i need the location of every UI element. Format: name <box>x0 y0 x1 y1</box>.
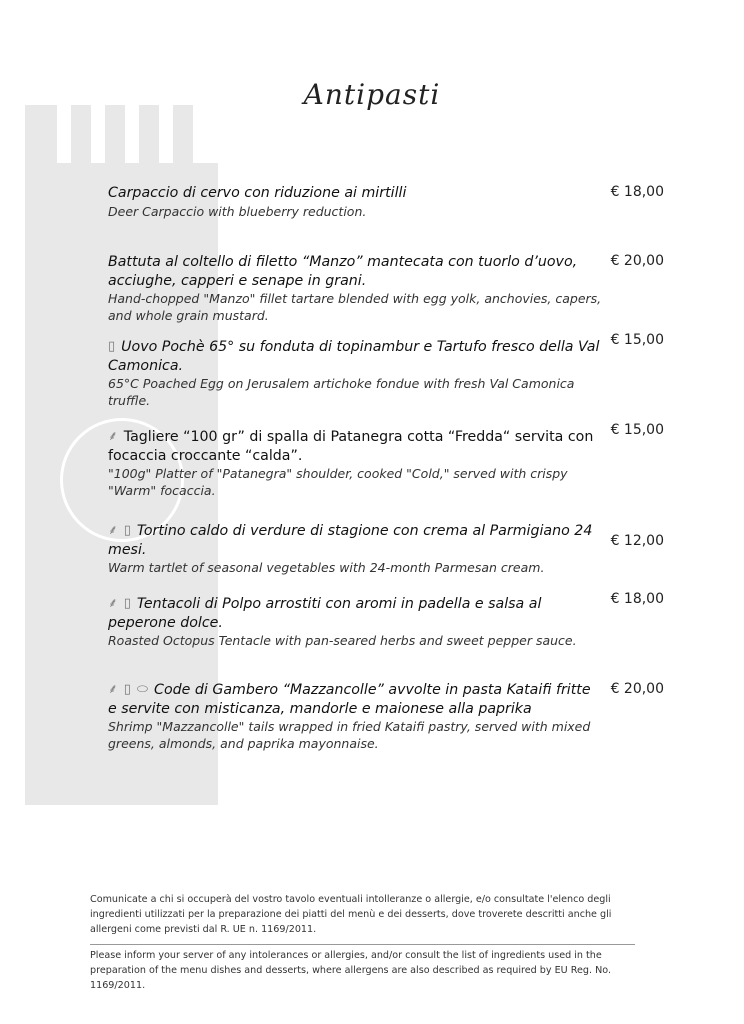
dish-name-text: Code di Gambero “Mazzancolle” avvolte in pasta Kataifi fritte e servite con misticanza, mandorle e maionese alla paprika <box>108 682 591 717</box>
gluten-icon: ⸙ <box>108 523 118 538</box>
allergen-note-english: Please inform your server of any intolerances or allergies, and/or consult the list of ingredients used in the preparation of the menu dishes and desserts, where allergens are also described as required by EU Reg. No. 1169/2011. <box>90 950 612 991</box>
dish-description: Warm tartlet of seasonal vegetables with 24-month Parmesan cream. <box>108 560 545 575</box>
allergen-note-italian: Comunicate a chi si occuperà del vostro tavolo eventuali intolleranze o allergie, e/o consultate l'elenco degli ingredienti utilizzati per la preparazione dei piatti del menù e dei desserts, dove troverete descritti anche gli allergeni come previsti dal R. UE n. 1169/2011. <box>90 894 612 935</box>
menu-item <box>108 591 668 649</box>
menu-item <box>108 332 668 409</box>
menu-item <box>108 681 668 752</box>
battlement-slot <box>57 105 71 163</box>
section-title: Antipasti <box>303 78 441 111</box>
dish-name-text: Tagliere “100 gr” di spalla di Patanegra cotta “Fredda“ servita con focaccia croccante “calda”. <box>108 429 594 464</box>
dish-description: "100g" Platter of "Patanegra" shoulder, cooked "Cold," served with crispy "Warm" focaccia. <box>108 466 568 498</box>
dish-name-text: Battuta al coltello di filetto “Manzo” mantecata con tuorlo d’uovo, acciughe, capperi e senape in grani. <box>108 254 578 289</box>
menu-item <box>108 253 668 324</box>
milk-icon: ▯ <box>123 523 131 538</box>
dish-name <box>108 428 600 465</box>
peanut-icon: ⬭ <box>136 682 149 697</box>
milk-icon: ▯ <box>123 682 131 697</box>
dish-name <box>108 184 600 203</box>
menu-item <box>108 422 668 499</box>
dish-name <box>108 595 600 632</box>
dish-name <box>108 522 600 559</box>
dish-name <box>108 253 600 290</box>
dish-price: € 15,00 <box>610 422 664 438</box>
dish-name-text: Tortino caldo di verdure di stagione con crema al Parmigiano 24 mesi. <box>108 523 593 558</box>
dish-name-text: Carpaccio di cervo con riduzione ai mirtilli <box>108 185 407 201</box>
gluten-icon: ⸙ <box>108 682 118 697</box>
dish-name <box>108 338 600 375</box>
menu-item <box>108 522 668 576</box>
dish-price: € 18,00 <box>610 591 664 607</box>
battlement-slot <box>159 105 173 163</box>
dish-description: Shrimp "Mazzancolle" tails wrapped in fried Kataifi pastry, served with mixed greens, almonds, and paprika mayonnaise. <box>108 719 591 751</box>
dish-description: Hand-chopped "Manzo" fillet tartare blended with egg yolk, anchovies, capers, and whole grain mustard. <box>108 291 602 323</box>
milk-icon: ▯ <box>108 339 116 354</box>
dish-description: 65°C Poached Egg on Jerusalem artichoke fondue with fresh Val Camonica truffle. <box>108 376 575 408</box>
dish-description: Deer Carpaccio with blueberry reduction. <box>108 203 367 219</box>
dish-price: € 15,00 <box>610 332 664 348</box>
battlement-slot <box>193 105 218 163</box>
dish-description: Roasted Octopus Tentacle with pan-seared herbs and sweet pepper sauce. <box>108 633 577 648</box>
dish-name-text: Tentacoli di Polpo arrostiti con aromi in padella e salsa al peperone dolce. <box>108 596 542 631</box>
milk-icon: ▯ <box>123 596 131 611</box>
battlement-slot <box>125 105 139 163</box>
gluten-icon: ⸙ <box>108 429 118 444</box>
dish-price: € 20,00 <box>610 253 664 269</box>
battlement-slot <box>91 105 105 163</box>
dish-name <box>108 681 600 718</box>
menu-item <box>108 184 668 220</box>
dish-price: € 12,00 <box>610 533 664 549</box>
dish-price: € 18,00 <box>610 184 664 200</box>
gluten-icon: ⸙ <box>108 596 118 611</box>
dish-name-text: Uovo Pochè 65° su fonduta di topinambur e Tartufo fresco della Val Camonica. <box>108 339 600 374</box>
dish-price: € 20,00 <box>610 681 664 697</box>
divider <box>90 944 635 945</box>
